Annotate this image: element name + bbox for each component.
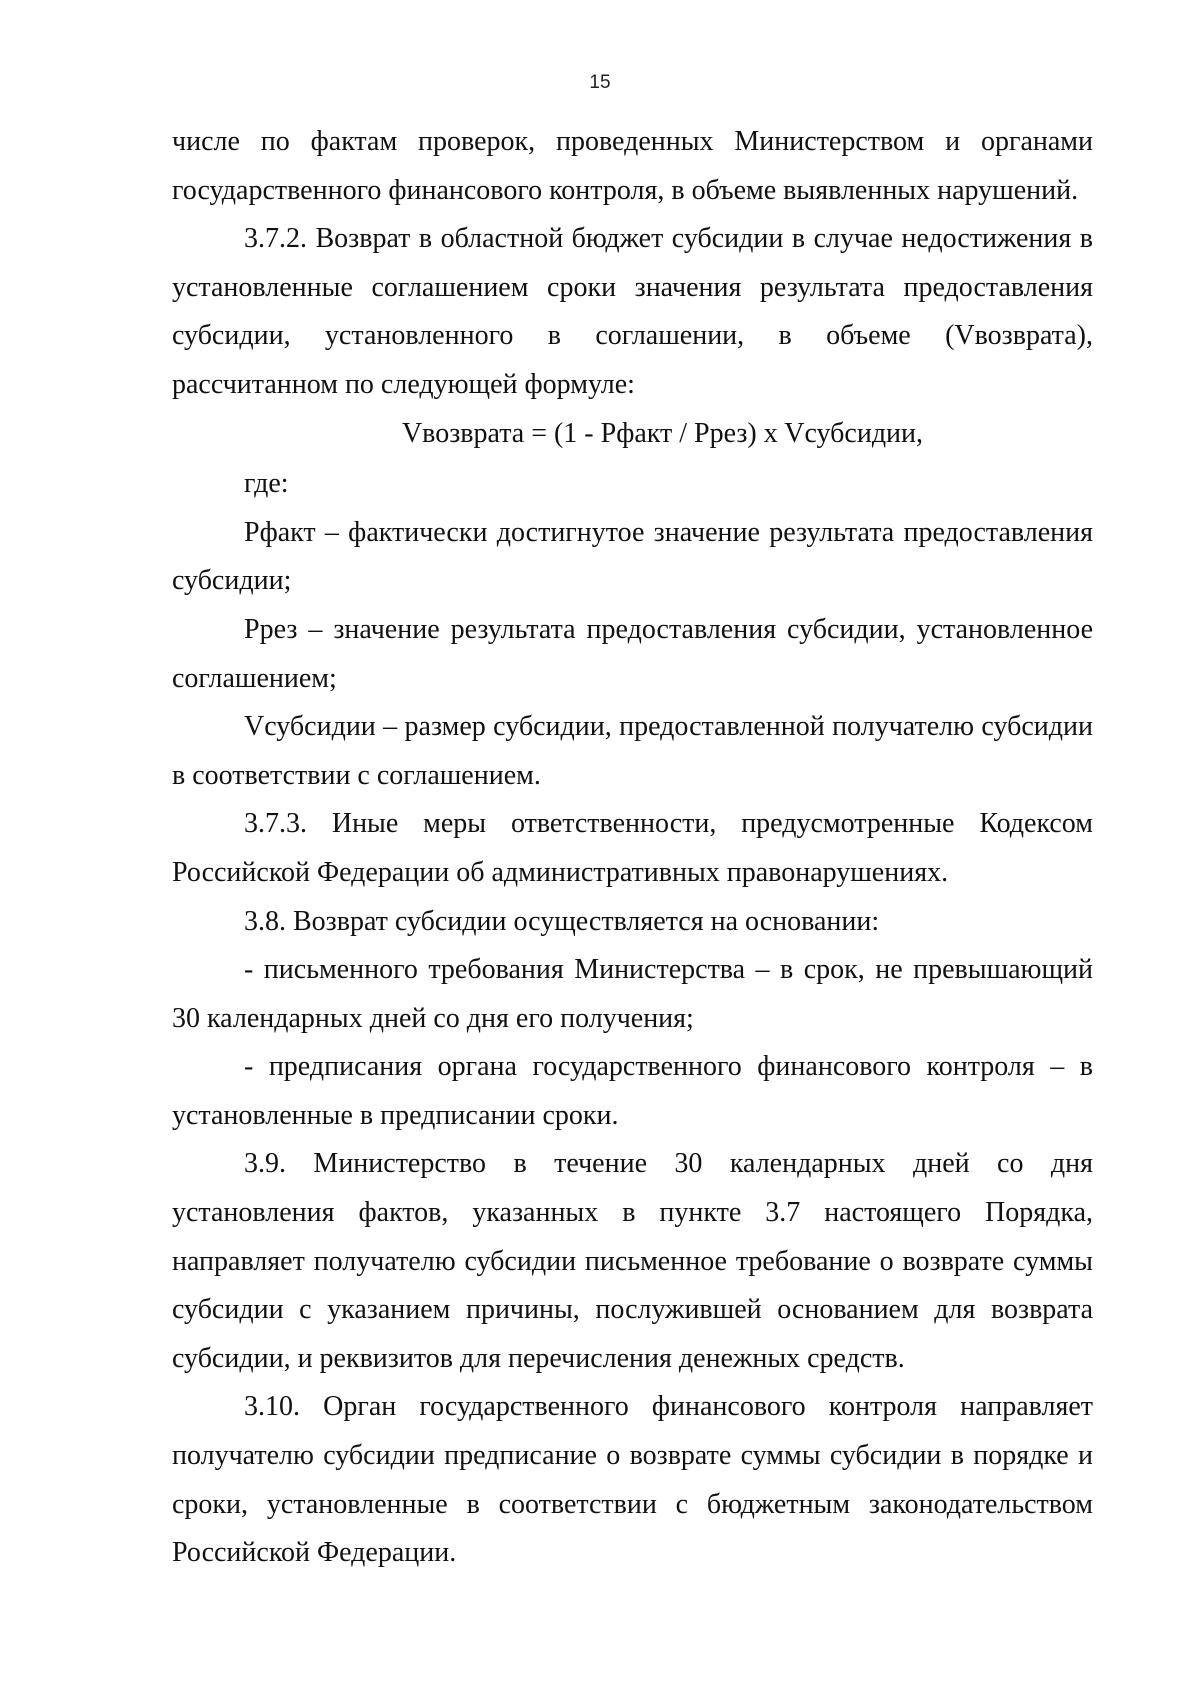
definition-rrez: Ррез – значение результата предоставления субсидии, установленное соглашением;	[172, 613, 1093, 694]
paragraph-3-7-3: 3.7.3. Иные меры ответственности, предусмотренные Кодексом Российской Федерации об административных правонарушениях.	[172, 808, 1093, 888]
definition-vsubsidy: Vсубсидии – размер субсидии, предоставленной получателю субсидии в соответствии с соглашением.	[172, 711, 1093, 791]
paragraph-3-8: 3.8. Возврат субсидии осуществляется на основании:	[244, 905, 880, 937]
list-item-prescription: - предписания органа государственного финансового контроля – в установленные в предписании сроки.	[172, 1051, 1093, 1131]
paragraph-continuation: числе по фактам проверок, проведенных Министерством и органами государственного финансового контроля, в объеме выявленных нарушений.	[172, 126, 1093, 206]
list-item-written-demand: - письменного требования Министерства – в срок, не превышающий 30 календарных дней со дня его получения;	[172, 954, 1093, 1034]
definition-rfact: Рфакт – фактически достигнутое значение результата предоставления субсидии;	[172, 516, 1093, 597]
paragraph-3-7-2: 3.7.2. Возврат в областной бюджет субсидии в случае недостижения в установленные соглашением сроки значения результата предоставления субсидии, установленного в соглашении, в объеме (Vвозврата), рассчитанном по следующей формуле:	[172, 223, 1093, 400]
formula-where-label: где:	[244, 468, 289, 500]
formula: Vвозврата = (1 - Рфакт / Ррез) x Vсубсидии,	[401, 417, 924, 449]
paragraph-3-9: 3.9. Министерство в течение 30 календарных дней со дня установления фактов, указанных в пункте 3.7 настоящего Порядка, направляет получателю субсидии письменное требование о возврате суммы субсидии с указанием причины, послужившей основанием для возврата субсидии, и реквизитов для перечисления денежных средств.	[172, 1148, 1093, 1374]
paragraph-3-10: 3.10. Орган государственного финансового контроля направляет получателю субсидии предписание о возврате суммы субсидии в порядке и сроки, установленные в соответствии с бюджетным законодательством Российской Федерации.	[172, 1391, 1093, 1569]
document-body	[172, 118, 1093, 1578]
page-number: 15	[589, 72, 611, 93]
